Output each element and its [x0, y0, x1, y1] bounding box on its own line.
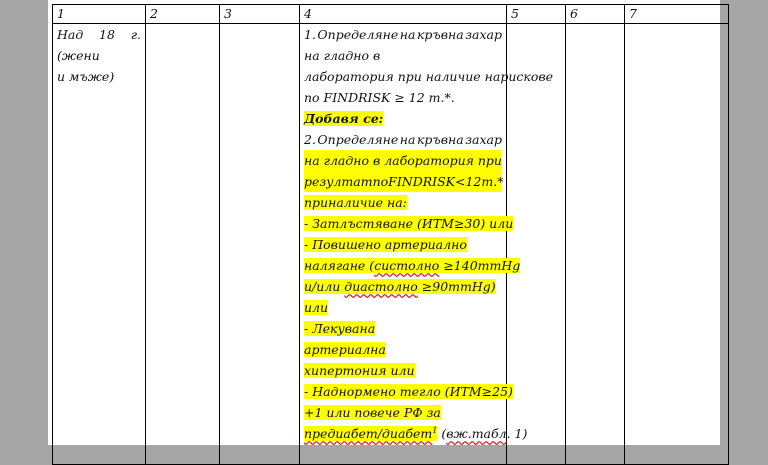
- header-cell-4: 4: [300, 5, 507, 24]
- word: 1.: [304, 27, 316, 42]
- empty-cell-6: [566, 24, 625, 465]
- header-cell-2: 2: [146, 5, 220, 24]
- word: гладно: [323, 153, 370, 168]
- age-word: Над: [57, 27, 84, 42]
- empty-cell-3: [220, 24, 300, 465]
- spellcheck-word: систолно: [374, 258, 440, 273]
- spellcheck-word: вж.табл: [446, 426, 507, 441]
- word: захар: [465, 132, 502, 147]
- age-group-cell: [53, 24, 146, 465]
- item-2-line: [304, 150, 502, 171]
- item-2-line: [304, 129, 502, 150]
- condition-treated: хипертония или: [304, 363, 415, 378]
- word: FINDRISK<12т.*: [388, 174, 504, 189]
- condition-hypertension: - Повишено артериално: [304, 237, 467, 252]
- word: резултат: [304, 174, 373, 189]
- or-word: или: [304, 300, 329, 315]
- header-cell-1: 1: [53, 5, 146, 24]
- item-2-line: [304, 171, 502, 192]
- gender-line-2: и мъже): [57, 69, 115, 84]
- text: ≥90mmHg): [417, 279, 496, 294]
- word: на: [399, 27, 416, 42]
- text: ≥140mmHg: [439, 258, 521, 273]
- word: лаборатория: [384, 153, 474, 168]
- empty-cell-7: [625, 24, 729, 465]
- text: . 1): [506, 426, 528, 441]
- spellcheck-word: предиабет/диабет: [304, 426, 433, 441]
- word: на: [399, 132, 416, 147]
- word: 2.: [304, 132, 316, 147]
- word: на: [304, 153, 320, 168]
- word: Определяне: [317, 27, 399, 42]
- item-1-line: [304, 24, 502, 45]
- item-1-line: по FINDRISK ≥ 12 т.*.: [304, 90, 455, 105]
- empty-cell-5: [507, 24, 566, 465]
- header-cell-6: 6: [566, 5, 625, 24]
- word: при: [477, 153, 502, 168]
- document-page: [48, 0, 720, 445]
- empty-cell-2: [146, 24, 220, 465]
- age-unit: г.: [130, 27, 141, 42]
- condition-hypertension-line: [304, 258, 520, 273]
- text: (: [437, 426, 447, 441]
- criteria-table: [52, 4, 729, 465]
- item-1-line: лаборатория при наличие нарискове: [304, 69, 554, 84]
- condition-overweight: - Наднормено тегло (ИТМ≥25): [304, 384, 513, 399]
- item-2-line: приналичие на:: [304, 195, 407, 210]
- age-number: 18: [99, 27, 115, 42]
- activity-cell: [300, 24, 554, 465]
- word: по: [372, 174, 389, 189]
- text: налягане (: [304, 258, 375, 273]
- word: кръвна: [416, 132, 464, 147]
- table-row: [53, 24, 729, 465]
- table-header-row: [53, 5, 729, 24]
- item-1-line: на гладно в: [304, 48, 381, 63]
- condition-overweight: +1 или повече РФ за: [304, 405, 441, 420]
- condition-treated: артериална: [304, 342, 386, 357]
- gender-line-1: (жени: [57, 48, 100, 63]
- added-heading: Добавя се:: [304, 111, 384, 126]
- condition-overweight-line: [304, 423, 528, 444]
- word: кръвна: [416, 27, 464, 42]
- condition-hypertension-line: [304, 279, 496, 294]
- spellcheck-word: диастолно: [344, 279, 418, 294]
- text: и/или: [304, 279, 345, 294]
- header-cell-3: 3: [220, 5, 300, 24]
- condition-treated: - Лекувана: [304, 321, 376, 336]
- header-cell-7: 7: [625, 5, 729, 24]
- header-cell-5: 5: [507, 5, 566, 24]
- footnote-ref: 1: [432, 425, 438, 435]
- word: Определяне: [317, 132, 399, 147]
- age-line: [57, 24, 141, 45]
- condition-obesity: - Затлъстяване (ИТМ≥30) или: [304, 216, 514, 231]
- word: захар: [465, 27, 502, 42]
- word: в: [372, 153, 381, 168]
